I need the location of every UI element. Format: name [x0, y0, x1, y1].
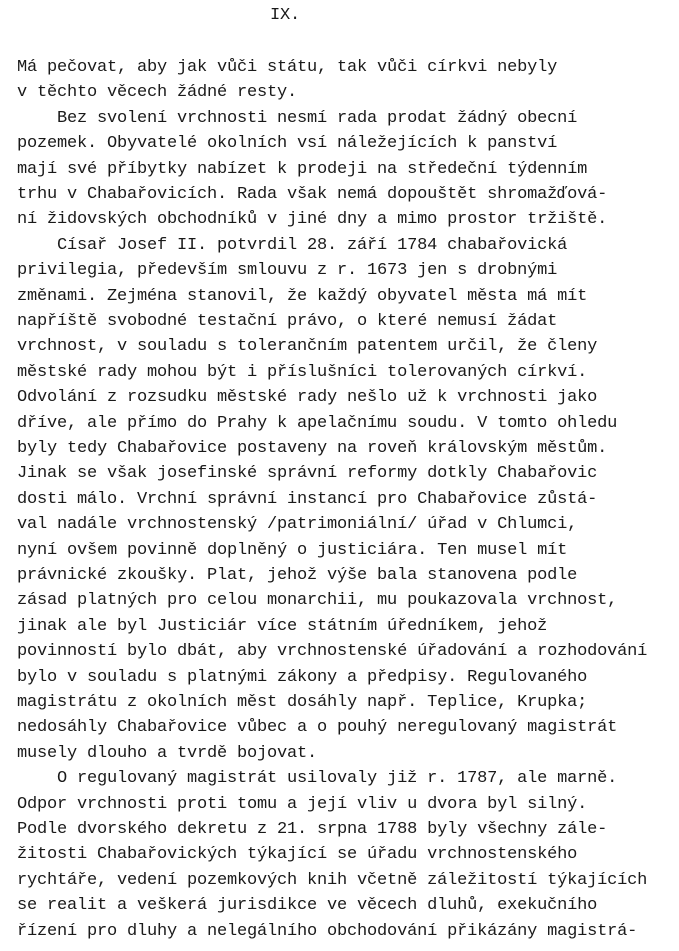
- text-line: magistrátu z okolních měst dosáhly např. Teplice, Krupka;: [17, 693, 588, 712]
- text-line: byly tedy Chabařovice postaveny na roveň královským městům.: [17, 439, 608, 458]
- text-line: trhu v Chabařovicích. Rada však nemá dopouštět shromažďová-: [17, 185, 608, 204]
- text-line: Podle dvorského dekretu z 21. srpna 1788 byly všechny zále-: [17, 820, 608, 839]
- text-line: jinak ale byl Justiciár více státním úředníkem, jehož: [17, 616, 548, 636]
- text-line: povinností bylo dbát, aby vrchnostenské úřadování a rozhodování: [17, 642, 648, 662]
- text-line: pozemek. Obyvatelé okolních vsí náležejících k panství: [17, 134, 558, 154]
- text-line: mají své příbytky nabízet k prodeji na středeční týdenním: [17, 159, 588, 179]
- text-line: Má pečovat, aby jak vůči státu, tak vůči církvi nebyly: [17, 58, 558, 77]
- page-number: IX.: [270, 6, 301, 25]
- text-line: val nadále vrchnostenský /patrimoniální/ úřad v Chlumci,: [17, 515, 578, 535]
- text-line: dříve, ale přímo do Prahy k apelačnímu soudu. V tomto ohledu: [17, 413, 618, 433]
- text-line: žitosti Chabařovických týkající se úřadu vrchnostenského: [17, 845, 578, 865]
- text-line: právnické zkoušky. Plat, jehož výše bala stanovena podle: [17, 566, 578, 585]
- text-line: zásad platných pro celou monarchii, mu poukazovala vrchnost,: [17, 591, 618, 611]
- text-line: v těchto věcech žádné resty.: [17, 83, 298, 103]
- text-line: napříště svobodné testační právo, o které nemusí žádat: [17, 312, 558, 331]
- text-line: nedosáhly Chabařovice vůbec a o pouhý neregulovaný magistrát: [17, 718, 618, 738]
- text-line: řízení pro dluhy a nelegálního obchodování přikázány magistrá-: [17, 921, 638, 941]
- text-line: bylo v souladu s platnými zákony a předpisy. Regulovaného: [17, 667, 588, 687]
- text-line: rychtáře, vedení pozemkových knih včetně záležitostí týkajících: [17, 870, 648, 890]
- text-line: ní židovských obchodníků v jiné dny a mimo prostor tržiště.: [17, 210, 608, 230]
- text-line: Odpor vrchnosti proti tomu a její vliv u dvora byl silný.: [17, 794, 588, 814]
- text-line: Odvolání z rozsudku městské rady nešlo už k vrchnosti jako: [17, 388, 598, 408]
- text-line: Císař Josef II. potvrdil 28. září 1784 chabařovická: [17, 235, 568, 255]
- text-line: Jinak se však josefinské správní reformy dotkly Chabařovic: [17, 464, 598, 484]
- text-line: privilegia, především smlouvu z r. 1673 jen s drobnými: [17, 261, 558, 281]
- text-line: nyní ovšem povinně doplněný o justiciára. Ten musel mít: [17, 540, 568, 560]
- text-line: se realit a veškerá jurisdikce ve věcech dluhů, exekučního: [17, 896, 598, 916]
- text-line: vrchnost, v souladu s tolerančním patentem určil, že členy: [17, 337, 598, 357]
- text-line: Bez svolení vrchnosti nesmí rada prodat žádný obecní: [17, 108, 578, 128]
- text-line: musely dlouho a tvrdě bojovat.: [17, 743, 318, 763]
- text-line: dosti málo. Vrchní správní instancí pro Chabařovice zůstá-: [17, 489, 598, 509]
- text-line: změnami. Zejména stanovil, že každý obyvatel města má mít: [17, 286, 588, 306]
- text-line: O regulovaný magistrát usilovaly již r. 1787, ale marně.: [17, 769, 618, 789]
- text-line: městské rady mohou být i příslušníci tolerovaných církví.: [17, 362, 588, 382]
